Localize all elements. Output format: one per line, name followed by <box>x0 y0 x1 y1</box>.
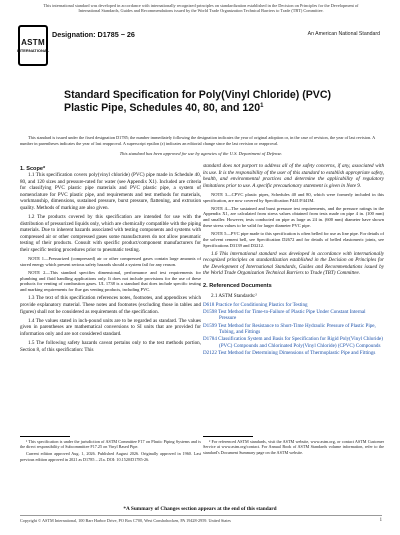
para-2-1: 2.1 ASTM Standards:² <box>211 292 257 299</box>
left-column <box>20 172 201 356</box>
footnotes-right <box>203 439 384 457</box>
note-3: NOTE 3—CPVC plastic pipes, Schedules 40 and 80, which were formerly included in this specification, are now covered by Specification F441/F441M. <box>203 191 384 203</box>
logo-mark: ASTM <box>21 37 45 47</box>
para-1-5: 1.5 The following safety hazards caveat pertains only to the test methods portion, Section 8, of this specification: This <box>20 339 201 353</box>
reference-title[interactable]: Classification System and Basis for Specification for Rigid Poly(Vinyl Chloride) (PVC) Compounds and Chlorinated Poly(Vinyl Chloride) (CPVC) Compounds <box>218 336 383 349</box>
footnote-1-edition: Current edition approved Aug. 1, 2026. Published August 2026. Originally approved in 1960. Last previous edition approved in 2021 as D1785 – 21a. DOI: 10.1520/D1785-26. <box>20 451 201 462</box>
title-footnote-ref[interactable]: 1 <box>260 102 264 109</box>
reference-item[interactable] <box>203 323 384 336</box>
note-2: NOTE 2—This standard specifies dimensional, performance and test requirements for plumbing and fluid handling applications only. It does not include provisions for the use of these products for venting of combustion gases. UL 1738 is a standard that does include specific testing and marking requirements for flue gas venting products, including PVC. <box>20 270 201 293</box>
reference-code[interactable]: D618 <box>203 301 215 308</box>
standard-type: An American National Standard <box>307 31 380 37</box>
footnote-rule-right <box>203 436 253 437</box>
para-1-1: 1.1 This specification covers poly(vinyl chloride) (PVC) pipe made in Schedule 40, 80, and 120 sizes and pressure-rated for water (see Appendix X1). Included are criteria for classifying PVC plastic pipe materials and PVC plastic pipe, a system of nomenclature for PVC plastic pipe, and requirements and test methods for materials, workmanship, dimensions, sustained pressure, burst pressure, flattening, and extrusion quality. Methods of marking are also given. <box>20 172 201 211</box>
para-1-2: 1.2 The products covered by this specification are intended for use with the distribution of pressurized liquids only, which are chemically compatible with the piping materials. Due to inherent hazards associated with testing components and systems with compressed air or other compressed gases some manufacturers do not allow pneumatic testing of their products. Consult with specific product/component manufacturers for their specific testing procedures prior to pneumatic testing. <box>20 214 201 254</box>
reference-title[interactable]: Practice for Conditioning Plastics for Testing <box>215 301 308 308</box>
summary-of-changes-note: *A Summary of Changes section appears at the end of this standard <box>123 506 277 512</box>
referenced-documents-heading: 2. Referenced Documents <box>203 283 272 290</box>
reference-code[interactable]: D1598 <box>203 308 217 315</box>
referenced-documents-list <box>203 302 384 357</box>
footer-rule <box>20 515 382 516</box>
para-1-3: 1.3 The text of this specification references notes, footnotes, and appendixes which provide explanatory material. These notes and footnotes (excluding those in tables and figures) shall not be considered as requirements of the specification. <box>20 295 201 315</box>
page-title <box>64 89 364 115</box>
page-number: 1 <box>379 518 382 523</box>
reference-code[interactable]: D1784 <box>203 336 217 343</box>
copyright: Copyright © ASTM International, 100 Barr Harbor Drive, PO Box C700, West Conshohocken, PA 19428-2959. United States <box>20 518 231 523</box>
reference-title[interactable]: Test Method for Resistance to Short-Time Hydraulic Pressure of Plastic Pipe, Tubing, and Fittings <box>218 322 376 336</box>
footnote-2: ² For referenced ASTM standards, visit the ASTM website, www.astm.org, or contact ASTM Customer Service at www.astm.org/contact. For Annual Book of ASTM Standards volume information, refer to the standard's Document Summary page on the ASTM website. <box>203 439 384 455</box>
dod-approval: This standard has been approved for use by agencies of the U.S. Department of Defense. <box>119 151 283 156</box>
para-1-5-cont: standard does not purport to address all of the safety concerns, if any, associated with its use. It is the responsibility of the user of this standard to establish appropriate safety, health, and environmental practices and determine the applicability of regulatory limitations prior to use. A specific precautionary statement is given in Note 9. <box>203 163 384 189</box>
title-text: Standard Specification for Poly(Vinyl Chloride) (PVC) Plastic Pipe, Schedules 40, 80, and 120 <box>64 89 332 114</box>
standard-info <box>20 135 382 146</box>
standard-info-text: This standard is issued under the fixed designation D1785; the number immediately following the designation indicates the year of original adoption or, in the case of revision, the year of last revision. A number in parentheses indicates the year of last reapproval. A superscript epsilon (ε) indicates an editorial change since the last revision or reapproval. <box>20 135 375 146</box>
wto-notice: This international standard was developed in accordance with internationally recognized principles on standardization established in the Decision on Principles for the Development of International Standards, Guides and Recommendations issued by the World Trade Organization Technical Barriers to Trade (TBT) Committee. <box>43 3 359 14</box>
note-5: NOTE 5—PVC pipe made to this specification is often belled for use as line pipe. For details of the solvent cement bell, see Specification D2672 and for details of belled elastomeric joints, see Specifications D3139 and D3212. <box>203 231 384 248</box>
scope-heading: 1. Scope* <box>20 166 46 172</box>
para-1-4: 1.4 The values stated in inch-pound units are to be regarded as standard. The values given in parentheses are mathematical conversions to SI units that are provided for information only and are not considered standard. <box>20 317 201 337</box>
reference-title[interactable]: Test Method for Time-to-Failure of Plastic Pipe Under Constant Internal Pressure <box>218 308 366 322</box>
note-4: NOTE 4—The sustained and burst pressure test requirements, and the pressure ratings in the Appendix X1, are calculated from stress values obtained from tests made on pipe 4 in. (100 mm) and smaller. However, tests conducted on pipe as large as 24 in. (600 mm) diameter have shown these stress values to be valid for larger diameter PVC pipe. <box>203 205 384 228</box>
note-1: NOTE 1—Pressurized (compressed) air or other compressed gases contain large amounts of stored energy which present serious safety hazards should a system fail for any reason. <box>20 256 201 267</box>
astm-logo <box>18 25 48 66</box>
reference-item[interactable] <box>203 350 384 357</box>
reference-item[interactable] <box>203 309 384 322</box>
right-column <box>203 163 384 357</box>
reference-item[interactable] <box>203 302 384 309</box>
reference-title[interactable]: Test Method for Determining Dimensions of Thermoplastic Pipe and Fittings <box>218 349 376 356</box>
footnote-1: ¹ This specification is under the jurisdiction of ASTM Committee F17 on Plastic Piping Systems and is the direct responsibility of Subcommittee F17.25 on Vinyl Based Pipe. <box>20 439 201 450</box>
para-1-6: 1.6 This international standard was developed in accordance with internationally recognized principles on standardization established in the Decision on Principles for the Development of International Standards, Guides and Recommendations issued by the World Trade Organization Technical Barriers to Trade (TBT) Committee. <box>203 250 384 277</box>
reference-code[interactable]: D1599 <box>203 322 217 329</box>
reference-item[interactable] <box>203 336 384 349</box>
reference-code[interactable]: D2122 <box>203 349 217 356</box>
designation: Designation: D1785 − 26 <box>52 30 135 39</box>
footnotes-left <box>20 439 201 464</box>
footnote-rule-left <box>20 436 70 437</box>
logo-sub: INTERNATIONAL <box>16 47 50 53</box>
